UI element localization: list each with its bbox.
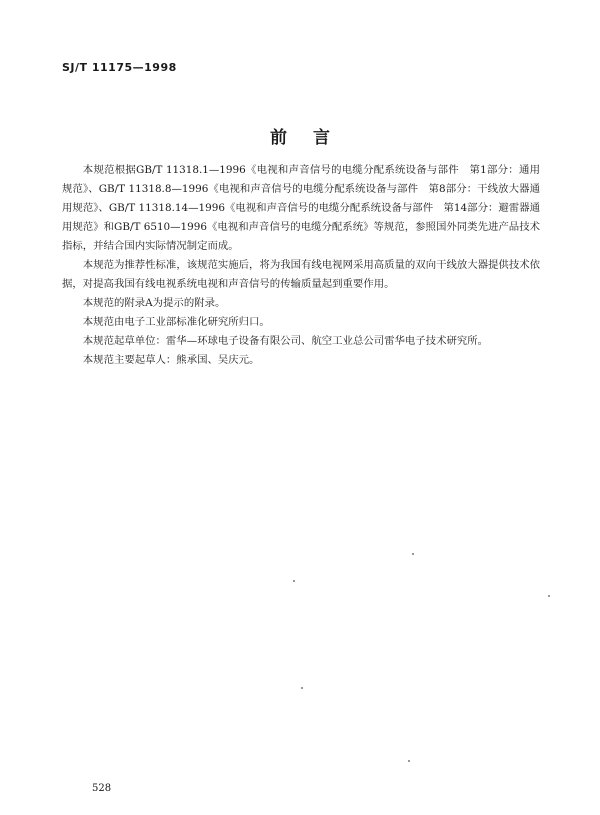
scan-speck (293, 580, 295, 582)
scan-speck (548, 595, 550, 597)
paragraph-basis: 本规范根据GB/T 11318.1—1996《电视和声音信号的电缆分配系统设备与部件 第1部分：通用规范》、GB/T 11318.8—1996《电视和声音信号的电缆分配系统设备与部件 第8部分：干线放大器通用规范》、GB/T 11318.14—1996《电视和声音信号的电缆分配系统设备与部件 第14部分：避雷器通用规范》和GB/T 6510—1996《电视和声音信号的电缆分配系统》等规范，参照国外同类先进产品技术指标，并结合国内实际情况制定而成。 (62, 164, 540, 252)
paragraph-drafters: 本规范主要起草人：熊承国、吴庆元。 (82, 354, 260, 366)
scan-speck (301, 687, 303, 689)
paragraph-drafting-units: 本规范起草单位：雷华—环球电子设备有限公司、航空工业总公司雷华电子技术研究所。 (82, 335, 489, 347)
scan-speck (412, 553, 414, 555)
scan-speck (408, 760, 410, 762)
paragraph-authority: 本规范由电子工业部标准化研究所归口。 (82, 316, 270, 328)
foreword-body (62, 161, 540, 370)
page-title: 前言 (270, 128, 356, 148)
paragraph-purpose: 本规范为推荐性标准，该规范实施后，将为我国有线电视网采用高质量的双向干线放大器提供技术依据，对提高我国有线电视系统电视和声音信号的传输质量起到重要作用。 (62, 259, 540, 290)
page-number: 528 (92, 783, 112, 794)
standard-number: SJ/T 11175—1998 (62, 61, 177, 74)
paragraph-appendix: 本规范的附录A为提示的附录。 (82, 297, 226, 309)
